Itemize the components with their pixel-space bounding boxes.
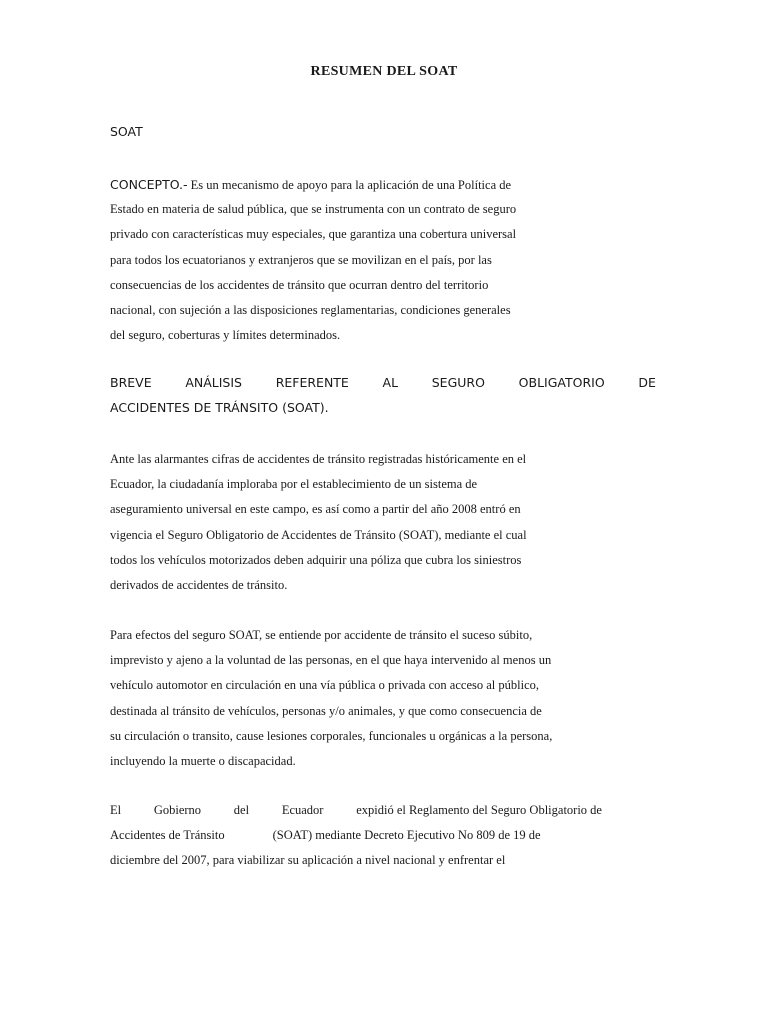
concepto-line-3: privado con características muy especiales, que garantiza una cobertura universal [110,227,517,242]
gob-word: El [110,803,122,817]
ante-line-5: todos los vehículos motorizados deben adquirir una póliza que cubra los siniestros [110,552,522,567]
concepto-line-1 [110,172,670,197]
para-efectos-paragraph [110,623,670,774]
breve-line-2: ACCIDENTES DE TRÁNSITO (SOAT). [110,400,329,416]
gob-word: del [233,803,250,817]
para-line-3: vehículo automotor en circulación en una vía pública o privada con acceso al público, [110,678,540,693]
gob-word: Ecuador [281,803,324,817]
ante-line-3: aseguramiento universal en este campo, es así como a partir del año 2008 entró en [110,502,521,517]
breve-word: SEGURO [431,375,485,390]
para-line-4: destinada al tránsito de vehículos, personas y/o animales, y que como consecuencia de [110,703,542,718]
breve-word: DE [638,375,656,390]
breve-word: AL [382,375,399,390]
gob-line-2-start: Accidentes de Tránsito [110,828,225,843]
concepto-line-2: Estado en materia de salud pública, que se instrumenta con un contrato de seguro [110,202,517,217]
gob-word: expidió el Reglamento del Seguro Obligatorio de [356,803,602,817]
para-line-2: imprevisto y ajeno a la voluntad de las personas, en el que haya intervenido al menos un [110,653,552,668]
breve-word: REFERENTE [275,375,349,390]
gob-line-2 [110,823,602,848]
ante-line-4: vigencia el Seguro Obligatorio de Accidentes de Tránsito (SOAT), mediante el cual [110,527,527,542]
concepto-line-1-text: Es un mecanismo de apoyo para la aplicación de una Política de [187,178,512,192]
concepto-label: CONCEPTO.- [110,177,188,192]
concepto-paragraph [110,172,670,348]
gob-line-2-end: (SOAT) mediante Decreto Ejecutivo No 809 de 19 de [272,828,541,843]
breve-word: OBLIGATORIO [518,375,605,390]
breve-line-1 [110,370,656,395]
ante-line-2: Ecuador, la ciudadanía imploraba por el establecimiento de un sistema de [110,477,478,492]
para-line-5: su circulación o transito, cause lesiones corporales, funcionales u orgánicas a la persona, [110,728,553,743]
document-title: RESUMEN DEL SOAT [310,64,458,79]
ante-paragraph [110,447,670,598]
concepto-line-4: para todos los ecuatorianos y extranjeros que se movilizan en el país, por las [110,252,492,267]
gob-line-3: diciembre del 2007, para viabilizar su aplicación a nivel nacional y enfrentar el [110,853,506,868]
ante-line-1: Ante las alarmantes cifras de accidentes de tránsito registradas históricamente en el [110,452,527,466]
gobierno-paragraph [110,798,602,874]
para-line-1: Para efectos del seguro SOAT, se entiende por accidente de tránsito el suceso súbito, [110,628,533,642]
section-heading-soat: SOAT [110,124,143,139]
gob-line-1 [110,798,602,823]
gob-word: Gobierno [153,803,202,817]
ante-line-6: derivados de accidentes de tránsito. [110,577,288,592]
breve-analisis-heading [110,370,656,420]
breve-word: BREVE [110,375,152,390]
para-line-6: incluyendo la muerte o discapacidad. [110,753,296,768]
breve-word: ANÁLISIS [185,375,242,390]
concepto-line-5: consecuencias de los accidentes de tránsito que ocurran dentro del territorio [110,277,489,292]
concepto-line-7: del seguro, coberturas y límites determinados. [110,328,341,343]
concepto-line-6: nacional, con sujeción a las disposiciones reglamentarias, condiciones generales [110,302,511,317]
